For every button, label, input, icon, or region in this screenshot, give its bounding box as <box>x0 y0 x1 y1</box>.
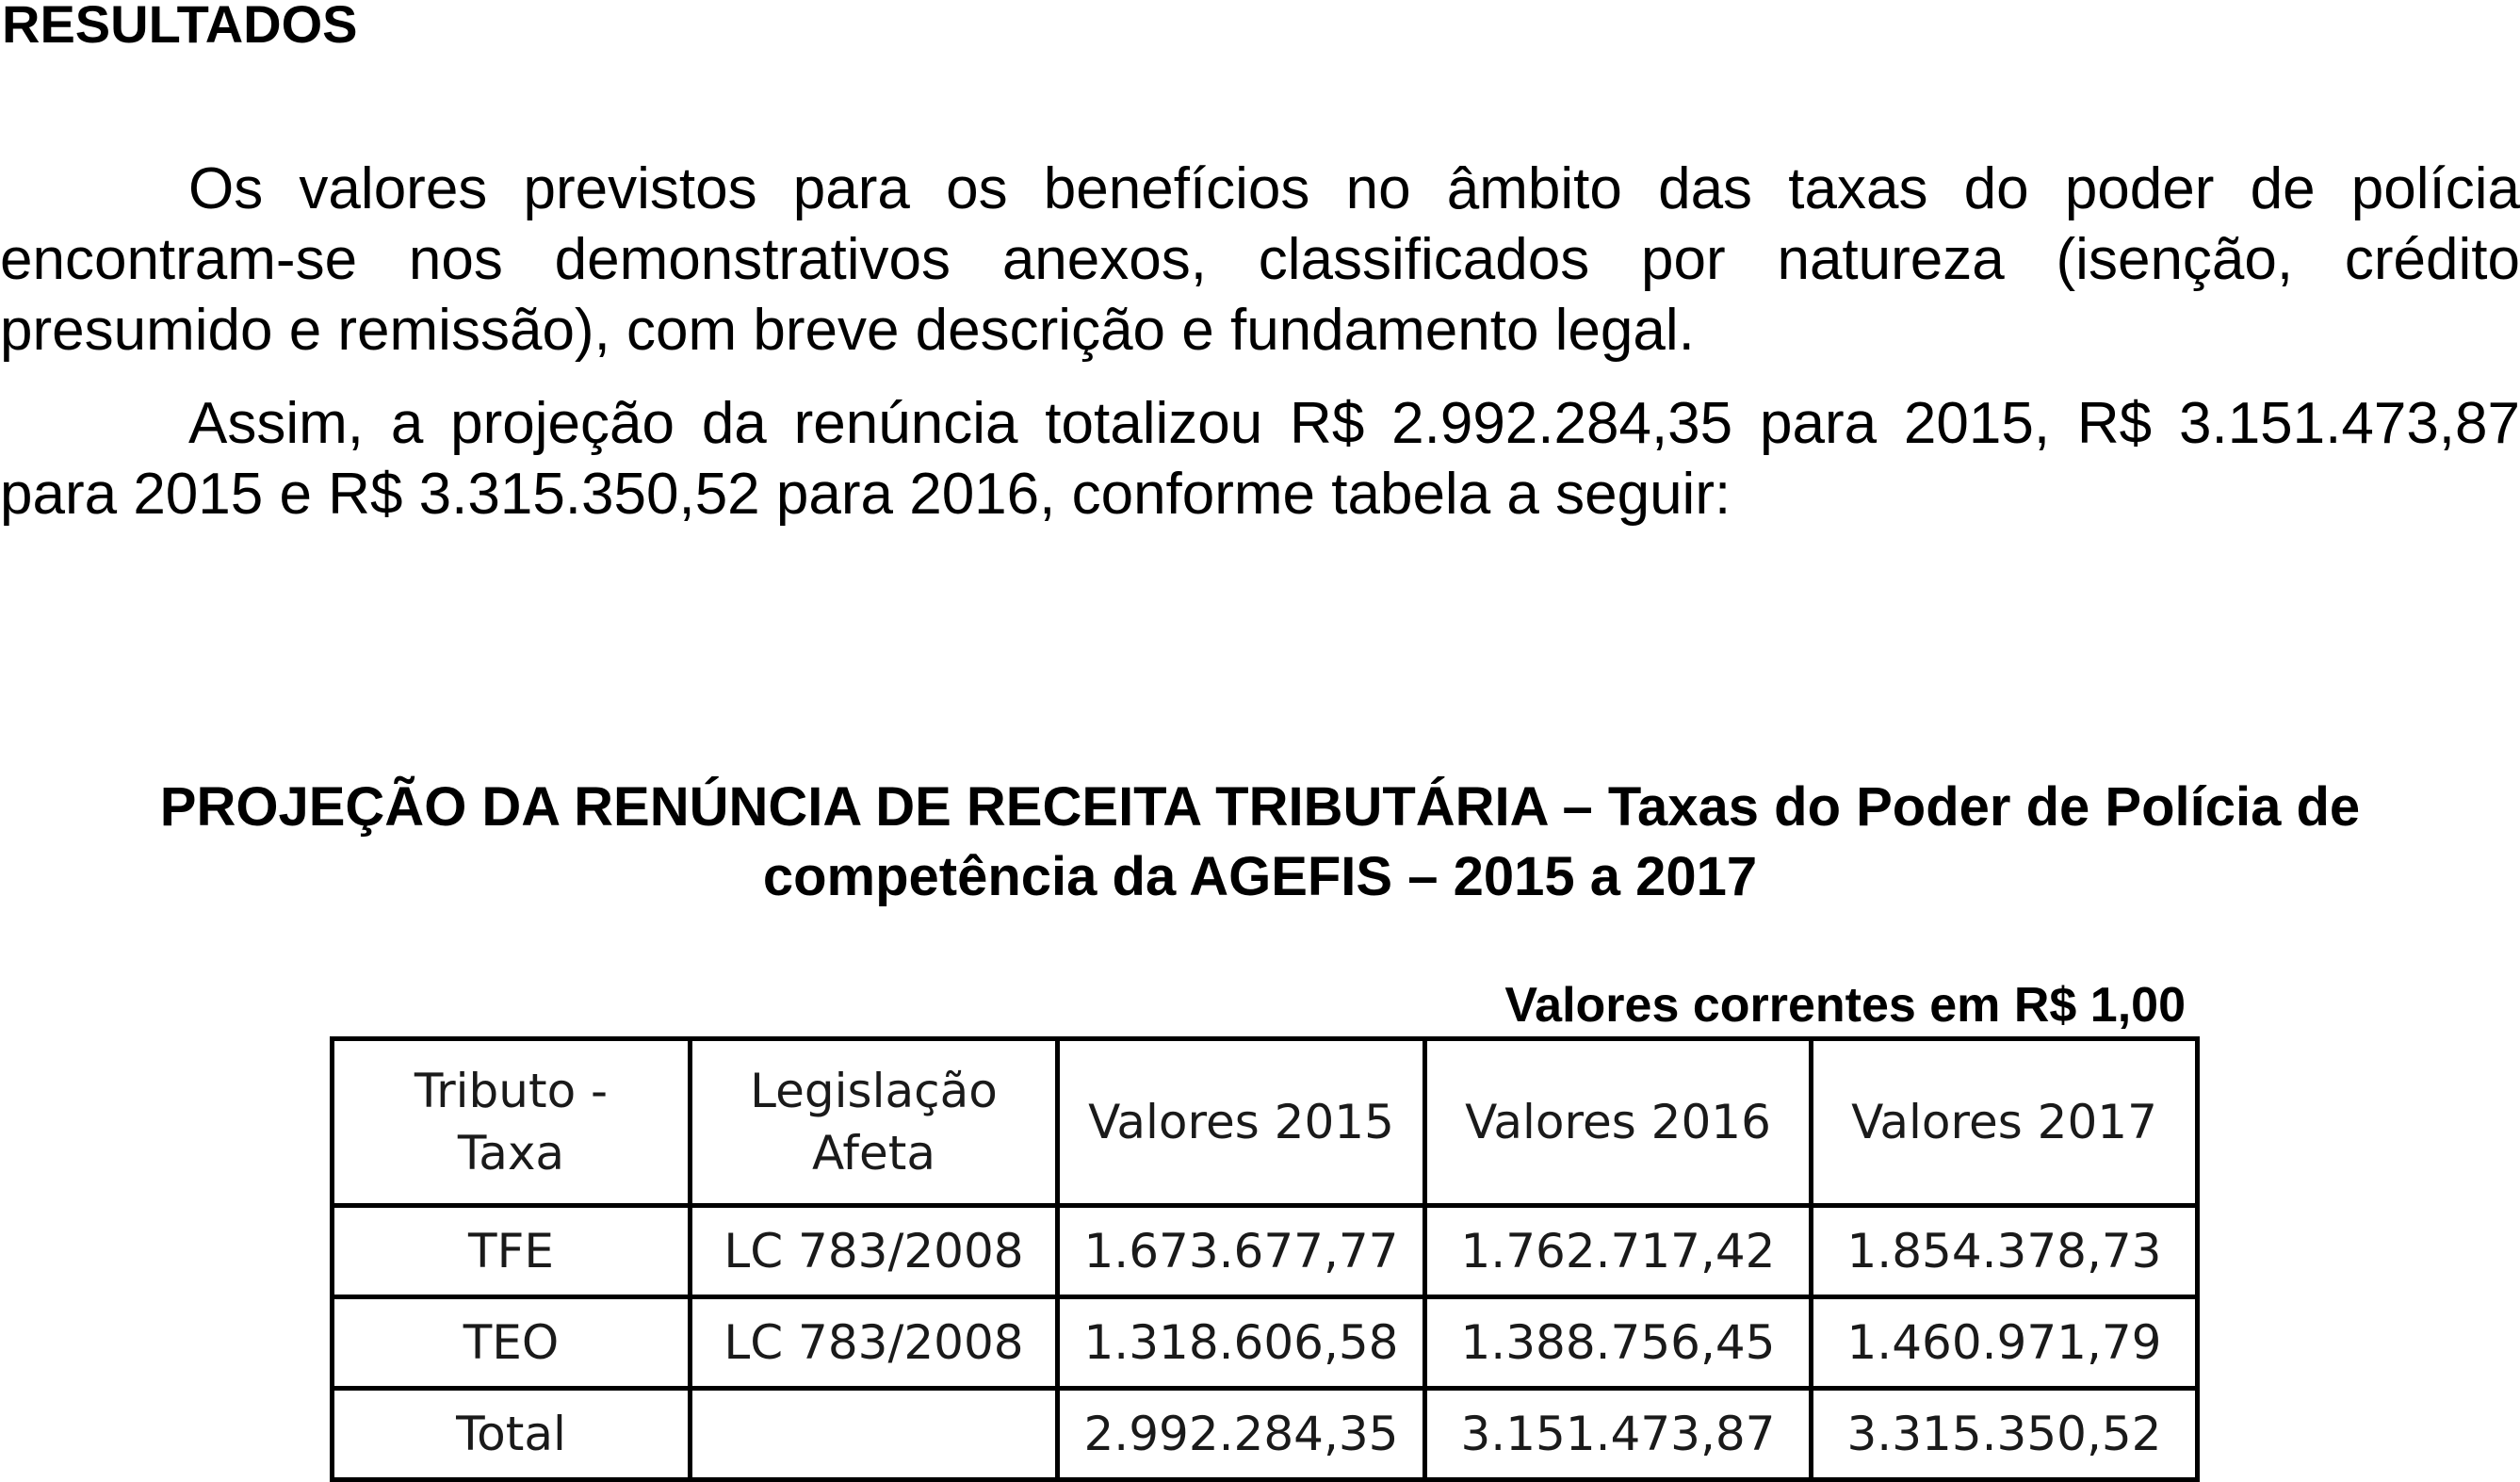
table-title-line-1: PROJEÇÃO DA RENÚNCIA DE RECEITA TRIBUTÁRIA – Taxas do Poder de Polícia de <box>159 776 2361 838</box>
cell-tributo: TEO <box>333 1297 691 1389</box>
paragraph-1 <box>0 154 2520 366</box>
cell-valor-2016: 3.151.473,87 <box>1425 1389 1812 1480</box>
header-tributo-line-2: Taxa <box>457 1126 565 1181</box>
table-total-row <box>333 1389 2198 1480</box>
header-tributo-line-1: Tributo - <box>414 1064 609 1118</box>
table-title-line-2: competência da AGEFIS – 2015 a 2017 <box>762 846 1758 907</box>
cell-valor-2016: 1.388.756,45 <box>1425 1297 1812 1389</box>
cell-valor-2017: 1.854.378,73 <box>1812 1206 2198 1297</box>
paragraph-2-text: Assim, a projeção da renúncia totalizou R$ 2.992.284,35 para 2015, R$ 3.151.473,87 para 2015 e R$ 3.315.350,52 para 2016, conforme tabela a seguir: <box>0 391 2520 527</box>
header-legislacao-line-1: Legislação <box>750 1064 998 1118</box>
header-tributo <box>333 1039 691 1206</box>
cell-valor-2017: 1.460.971,79 <box>1812 1297 2198 1389</box>
cell-tributo: TFE <box>333 1206 691 1297</box>
cell-legislacao <box>691 1389 1058 1480</box>
cell-valor-2015: 1.318.606,58 <box>1058 1297 1425 1389</box>
paragraph-1-text: Os valores previstos para os benefícios no âmbito das taxas do poder de polícia encontram-se nos demonstrativos anexos, classificados por natureza (isenção, crédito presumido e remissão), com breve descrição e fundamento legal. <box>0 156 2520 363</box>
header-valores-2015: Valores 2015 <box>1058 1039 1425 1206</box>
table-header-row <box>333 1039 2198 1206</box>
units-note: Valores correntes em R$ 1,00 <box>1504 978 2186 1033</box>
table-row <box>333 1297 2198 1389</box>
projection-table <box>330 1036 2200 1482</box>
cell-tributo: Total <box>333 1389 691 1480</box>
table-title <box>0 773 2520 912</box>
cell-valor-2016: 1.762.717,42 <box>1425 1206 1812 1297</box>
header-legislacao <box>691 1039 1058 1206</box>
cell-legislacao: LC 783/2008 <box>691 1206 1058 1297</box>
cell-valor-2017: 3.315.350,52 <box>1812 1389 2198 1480</box>
table-row <box>333 1206 2198 1297</box>
cell-valor-2015: 2.992.284,35 <box>1058 1389 1425 1480</box>
header-legislacao-line-2: Afeta <box>811 1126 936 1181</box>
section-heading: RESULTADOS <box>2 0 358 54</box>
header-valores-2017: Valores 2017 <box>1812 1039 2198 1206</box>
cell-legislacao: LC 783/2008 <box>691 1297 1058 1389</box>
paragraph-2 <box>0 388 2520 529</box>
cell-valor-2015: 1.673.677,77 <box>1058 1206 1425 1297</box>
header-valores-2016: Valores 2016 <box>1425 1039 1812 1206</box>
